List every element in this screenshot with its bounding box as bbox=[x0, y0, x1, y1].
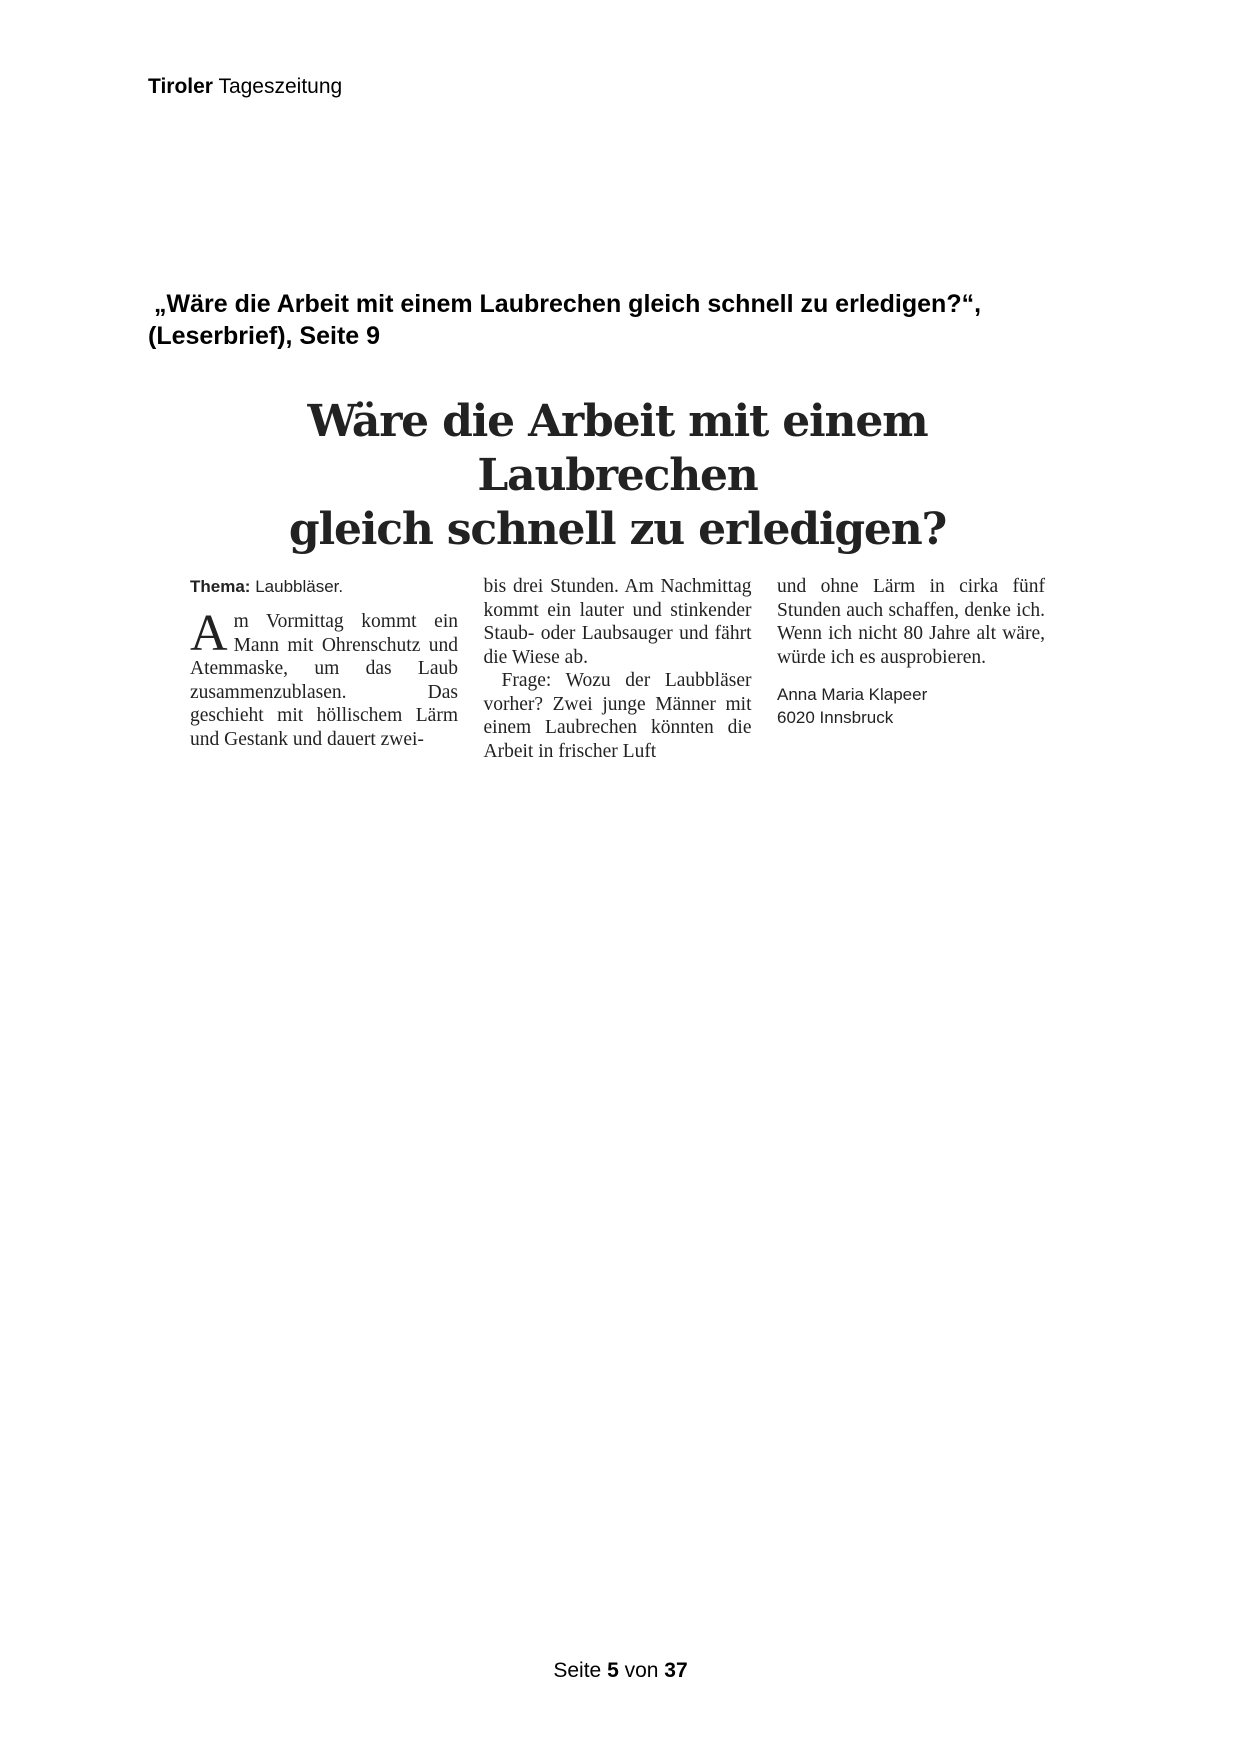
document-title-line1: „Wäre die Arbeit mit einem Laubrechen gleich schnell zu erledigen?“, bbox=[154, 290, 982, 318]
publication-name-rest: Tageszeitung bbox=[218, 75, 343, 98]
footer-current-page: 5 bbox=[607, 1659, 619, 1682]
document-title-line2: (Leserbrief), Seite 9 bbox=[148, 322, 381, 350]
article-author bbox=[777, 683, 1045, 729]
column-2-text-1: bis drei Stunden. Am Nachmittag kommt ein lauter und stinkender Staub- oder Laubsauger und fährt die Wiese ab. bbox=[483, 576, 752, 668]
article-columns bbox=[190, 575, 1045, 763]
article-column-1 bbox=[190, 575, 458, 763]
article-paragraph-1 bbox=[190, 605, 458, 751]
footer-prefix: Seite bbox=[553, 1659, 602, 1682]
article-headline-line2: gleich schnell zu erledigen? bbox=[288, 504, 947, 555]
article-column-2 bbox=[484, 575, 752, 763]
article-headline bbox=[190, 395, 1045, 557]
author-city: 6020 Innsbruck bbox=[777, 708, 894, 727]
topic-value: Laubbläser. bbox=[255, 577, 344, 596]
publication-name-bold: Tiroler bbox=[148, 75, 213, 98]
drop-cap: A bbox=[190, 605, 228, 662]
footer-total-pages: 37 bbox=[664, 1659, 688, 1682]
publication-header bbox=[148, 74, 342, 100]
article-column-3 bbox=[777, 575, 1045, 763]
column-1-text: m Vormittag kommt ein Mann mit Ohrenschutz und Atemmaske, um das Laub zusammenzublasen. Das geschieht mit höllischem Lärm und Gestank und dauert zwei- bbox=[190, 611, 458, 750]
topic-label: Thema: bbox=[190, 577, 251, 596]
article-topic bbox=[190, 575, 458, 598]
column-2-text-2: Frage: Wozu der Laubbläser vorher? Zwei junge Männer mit einem Laubrechen könnten die Arbeit in frischer Luft bbox=[483, 670, 752, 762]
column-3-text: und ohne Lärm in cirka fünf Stunden auch schaffen, denke ich. Wenn ich nicht 80 Jahre alt wäre, würde ich es ausprobieren. bbox=[777, 576, 1045, 668]
footer-middle: von bbox=[624, 1659, 659, 1682]
newspaper-clipping bbox=[190, 395, 1045, 763]
page-number-footer bbox=[0, 1658, 1241, 1684]
author-name: Anna Maria Klapeer bbox=[777, 685, 928, 704]
document-title bbox=[148, 288, 1108, 352]
article-headline-line1: Wäre die Arbeit mit einem Laubrechen bbox=[307, 396, 928, 501]
